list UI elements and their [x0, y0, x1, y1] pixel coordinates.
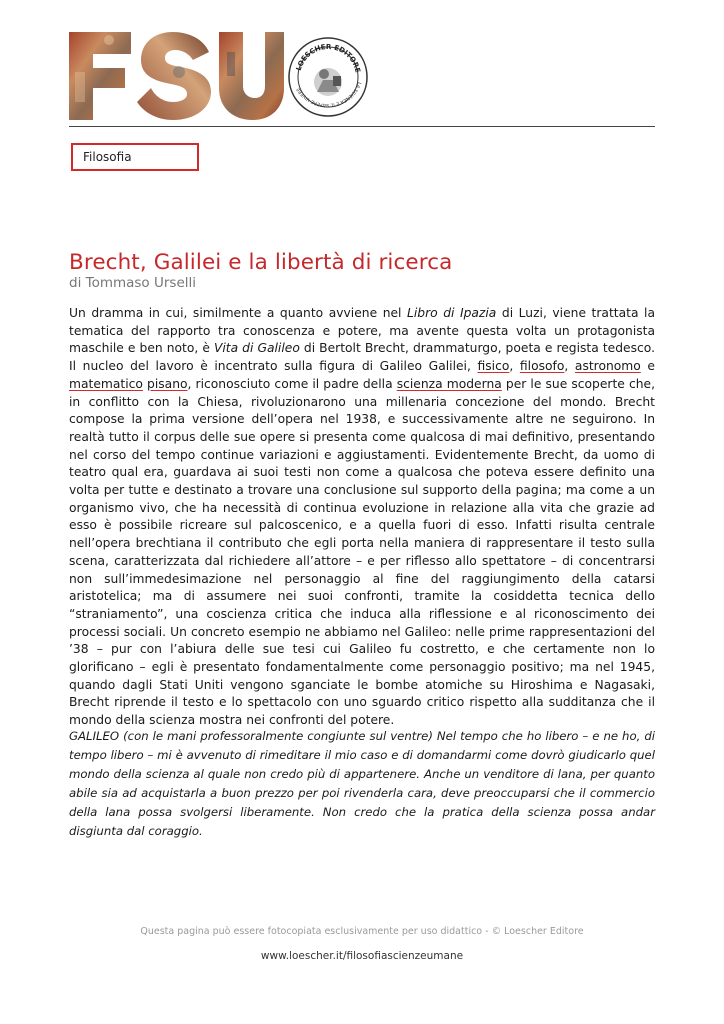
link-astronomo[interactable]: astronomo [574, 359, 641, 374]
book-title-ipazia: Libro di Ipazia [407, 306, 497, 320]
link-scienza-moderna[interactable]: scienza moderna [396, 376, 502, 391]
article-body [69, 305, 655, 730]
link-pisano[interactable]: pisano [147, 376, 188, 391]
book-title-galileo: Vita di Galileo [213, 341, 300, 356]
footer-copyright-note: Questa pagina può essere fotocopiata esclusivamente per uso didattico - © Loescher Editore [140, 926, 584, 937]
fsu-logo [69, 32, 284, 120]
link-filosofo[interactable]: filosofo [519, 359, 565, 374]
footer-url[interactable]: www.loescher.it/filosofiascienzeumane [260, 950, 464, 962]
article-title: Brecht, Galilei e la libertà di ricerca [69, 250, 453, 276]
article-byline: di Tommaso Urselli [69, 275, 197, 291]
svg-text:LOESCHER EDITORE: LOESCHER EDITORE [294, 42, 362, 74]
link-matematico[interactable]: matematico [69, 376, 143, 391]
category-tag: Filosofia [71, 143, 199, 171]
body-paragraph: Un dramma in cui, similmente a quanto avviene nel Libro di Ipazia di Luzi, viene trattata la tematica del rapporto tra conoscenza e potere, ma avente questa volta un protagonista maschile e ben noto, è Vita di Galileo di Bertolt Brecht, drammaturgo, poeta e regista tedesco. Il nucleo del lavoro è incentrato sulla figura di Galileo Galilei, fisico, filosofo, astronomo e matematico pisano, riconosciuto come il padre della scienza moderna per le sue scoperte che, in conflitto con la Chiesa, rivoluzionarono una millenaria concezione del mondo. Brecht compose la prima versione dell’opera nel 1938, e successivamente altre ne seguirono. In realtà tutto il corpus delle sue opere si presenta come qualcosa di mai definitivo, presentando nel corso del tempo continue variazioni e aggiustamenti. Evidentemente Brecht, da uomo di teatro qual era, guardava ai suoi testi non come a qualcosa che poteva essere definito una volta per tutte e destinato a trovare una conclusione sul supporto della pagina; ma come a un organismo vivo, che ha necessità di continua evoluzione in relazione alla vita che grazie ad esso è possibile ricreare sul palcoscenico, e a quella fuori di esso. Infatti risulta centrale nell’opera brechtiana il contributo che egli porta nella maniera di rappresentare il testo sulla scena, caratterizzata dal richiedere all’attore – e per riflesso allo spettatore – di concentrarsi non sull’immedesimazione nel personaggio al fine del raggiungimento della catarsi aristotelica; ma di assumere nei suoi confronti, tramite la cosiddetta tecnica dello “straniamento”, una coscienza critica che induca alla riflessione e al riconoscimento dei processi sociali. Un concreto esempio ne abbiamo nel Galileo: nelle prime rappresentazioni del ’38 – pur con l’abiura delle sue tesi cui Galileo fu costretto, e che certamente non lo glorificano – egli è presentato fondamentalmente come personaggio positivo; ma nel 1945, quando dagli Stati Uniti vengono sganciate le bombe atomiche su Hiroshima e Nagasaki, Brecht riprende il testo e lo spettacolo con uno sguardo critico rispetto alla sudditanza che il mondo della scienza mostra nei confronti del potere. [69, 306, 655, 728]
page-header [69, 28, 657, 126]
galileo-quote: GALILEO (con le mani professoralmente congiunte sul ventre) Nel tempo che ho libero – e ne ho, di tempo libero – mi è avvenuto di rimeditare il mio caso e di domandarmi come dovrò giudicarlo quel mondo della scienza al quale non credo più di appartenere. Anche un venditore di lana, per quanto abile sia ad acquistarla a buon prezzo per poi rivenderla cara, deve preoccuparsi che il commercio della lana possa svolgersi liberamente. Non credo che la pratica della scienza possa andar disgiunta dal coraggio. [69, 729, 655, 838]
svg-text:LA SCIENZA E IL SAPERE VIVERE: LA SCIENZA E IL SAPERE VIVERE [296, 81, 362, 107]
loescher-seal-logo [287, 30, 369, 124]
link-fisico[interactable]: fisico [477, 359, 510, 374]
header-divider [69, 126, 655, 127]
